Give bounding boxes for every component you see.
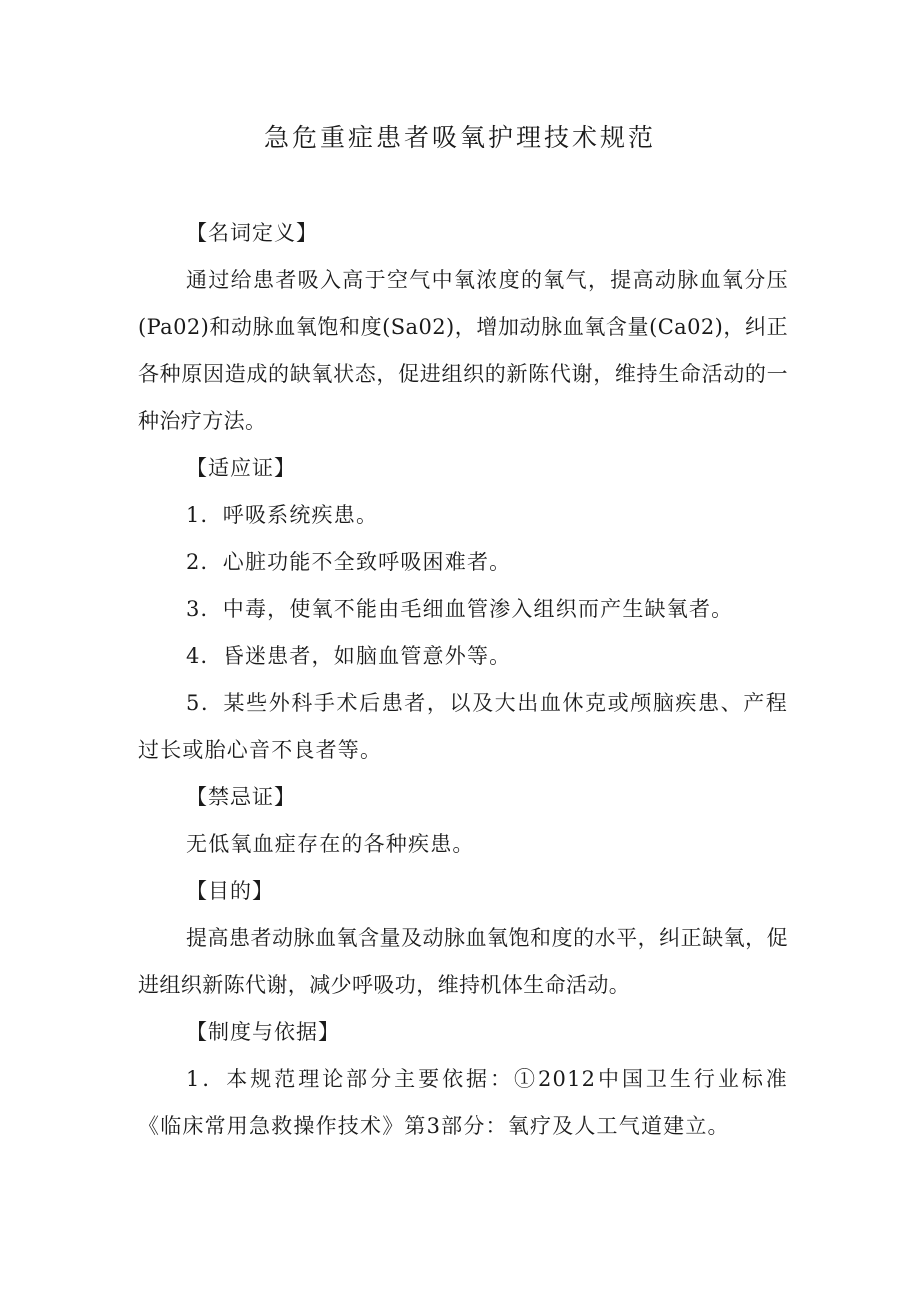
contraindication-paragraph: 无低氧血症存在的各种疾患。 bbox=[186, 832, 475, 856]
section-heading-definition: 【名词定义】 bbox=[186, 221, 318, 245]
indication-item-5: 5．某些外科手术后患者，以及大出血休克或颅脑疾患、产程过长或胎心音不良者等。 bbox=[138, 691, 788, 762]
indication-item-1: 1．呼吸系统疾患。 bbox=[186, 503, 379, 527]
basis-item-1: 1．本规范理论部分主要依据：①2012中国卫生行业标准《临床常用急救操作技术》第3部分：氧疗及人工气道建立。 bbox=[138, 1067, 788, 1138]
document-body bbox=[138, 210, 788, 1150]
section-heading-indications: 【适应证】 bbox=[186, 456, 296, 480]
indication-item-4: 4．昏迷患者，如脑血管意外等。 bbox=[186, 644, 512, 668]
purpose-paragraph: 提高患者动脉血氧含量及动脉血氧饱和度的水平，纠正缺氧，促进组织新陈代谢，减少呼吸功，维持机体生命活动。 bbox=[138, 926, 788, 997]
section-heading-basis: 【制度与依据】 bbox=[186, 1020, 340, 1044]
page-title: 急危重症患者吸氧护理技术规范 bbox=[263, 123, 656, 152]
section-heading-contraindications: 【禁忌证】 bbox=[186, 785, 296, 809]
definition-paragraph: 通过给患者吸入高于空气中氧浓度的氧气，提高动脉血氧分压(Pa02)和动脉血氧饱和度(Sa02)，增加动脉血氧含量(Ca02)，纠正各种原因造成的缺氧状态，促进组织的新陈代谢，维持生命活动的一种治疗方法。 bbox=[138, 268, 788, 433]
indication-item-3: 3．中毒，使氧不能由毛细血管渗入组织而产生缺氧者。 bbox=[186, 597, 734, 621]
section-heading-purpose: 【目的】 bbox=[186, 879, 274, 903]
indication-item-2: 2．心脏功能不全致呼吸困难者。 bbox=[186, 550, 512, 574]
